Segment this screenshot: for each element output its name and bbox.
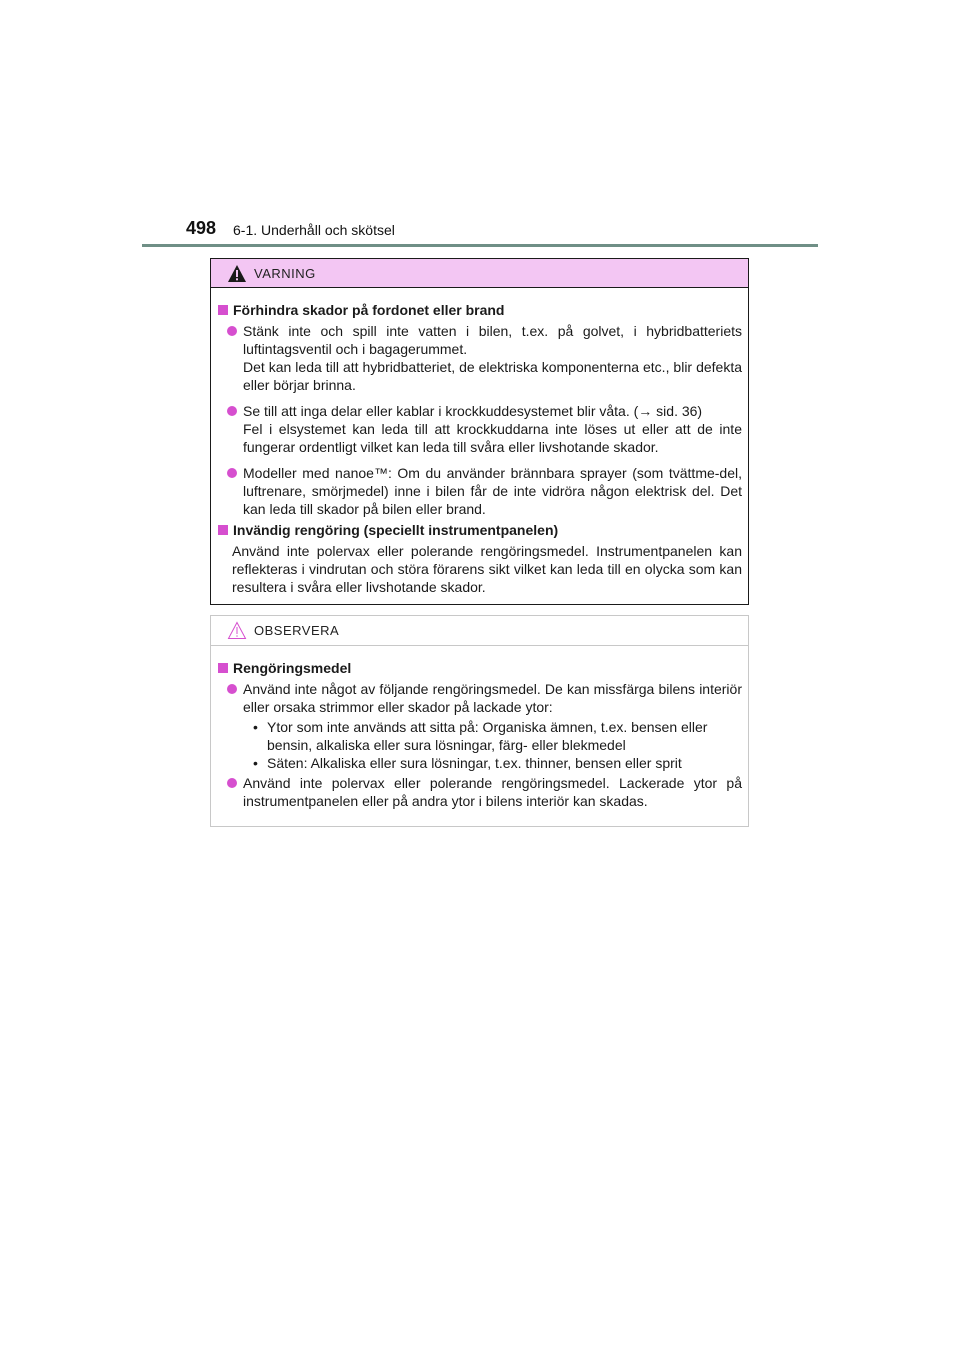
page-header [0, 0, 960, 250]
square-bullet-icon [218, 305, 228, 315]
warning-paragraph: Använd inte polervax eller polerande rengöringsmedel. Instrumentpanelen kan reflekteras i vindrutan och störa förarens sikt vilket kan leda till en olycka som kan resultera i svåra eller livshotande skador. [232, 543, 742, 595]
section-title: 6-1. Underhåll och skötsel [233, 222, 395, 238]
round-bullet-icon [227, 468, 237, 478]
page-number: 498 [186, 218, 217, 238]
sub-bullet-icon: • [253, 755, 258, 771]
notice-header [211, 616, 748, 646]
header-divider [142, 244, 818, 247]
warning-title: VARNING [254, 266, 316, 281]
round-bullet-icon [227, 684, 237, 694]
notice-sub-item: • Säten: Alkaliska eller sura lösningar, t.ex. thinner, bensen eller sprit [253, 755, 682, 771]
square-bullet-icon [218, 663, 228, 673]
warning-heading-1: Förhindra skador på fordonet eller brand [217, 301, 742, 319]
notice-sub-item: • Ytor som inte används att sitta på: Organiska ämnen, t.ex. bensen eller bensin, alkaliska eller sura lösningar, färg- eller blekmedel [253, 719, 708, 753]
notice-bullet: Använd inte något av följande rengöringsmedel. De kan missfärga bilens interiör eller orsaka strimmor eller skador på lackade ytor: [217, 680, 742, 716]
round-bullet-icon [227, 778, 237, 788]
warning-header [211, 259, 748, 288]
sub-bullet-icon: • [253, 719, 258, 735]
round-bullet-icon [227, 326, 237, 336]
warning-bullet: Stänk inte och spill inte vatten i bilen, t.ex. på golvet, i hybridbatteriets luftintagsventil och i bagagerummet. Det kan leda till att hybridbatteriet, de elektriska komponenterna etc., blir defekta eller börjar brinna. [217, 322, 742, 394]
caution-triangle-icon [227, 621, 247, 640]
notice-box [210, 615, 749, 827]
notice-heading: Rengöringsmedel [217, 659, 742, 677]
notice-content [211, 646, 748, 810]
round-bullet-icon [227, 406, 237, 416]
notice-title: OBSERVERA [254, 623, 340, 638]
warning-content [211, 288, 748, 596]
warning-bullet: Se till att inga delar eller kablar i krockkuddesystemet blir våta. (→ sid. 36) Fel i elsystemet kan leda till att krockkuddarna inte löses ut eller att de inte fungerar ordentligt vilket kan leda till svåra eller livshotande skador. [217, 402, 742, 456]
notice-bullet: Använd inte polervax eller polerande rengöringsmedel. Lackerade ytor på instrumentpanelen eller på andra ytor i bilens interiör kan skadas. [217, 774, 742, 810]
warning-bullet: Modeller med nanoe™: Om du använder brännbara sprayer (som tvättme-del, luftrenare, smörjmedel) inne i bilen får de inte vidröra någon elektrisk del. Det kan leda till skador på bilen eller brand. [217, 464, 742, 518]
warning-box [210, 258, 749, 605]
warning-heading-2: Invändig rengöring (speciellt instrumentpanelen) [217, 521, 742, 539]
square-bullet-icon [218, 525, 228, 535]
warning-triangle-icon [227, 264, 247, 283]
